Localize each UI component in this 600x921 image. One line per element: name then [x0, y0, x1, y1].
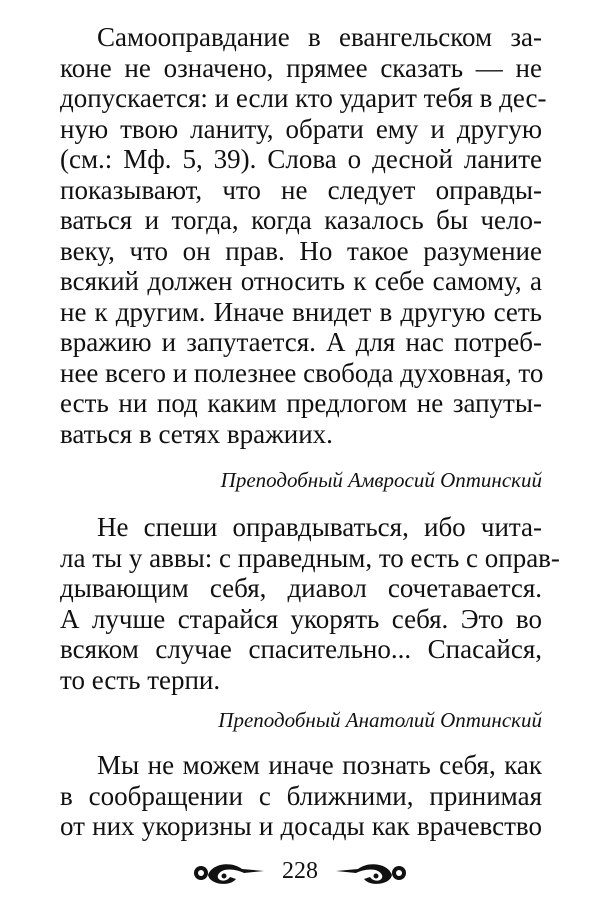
text-line: ла ты у аввы: с праведным, то есть с оправ-: [60, 542, 560, 573]
paragraph-3: [60, 750, 542, 842]
text-line: вражию и запутается. А для нас потреб-: [60, 327, 542, 357]
page-number: 228: [282, 858, 318, 884]
text-line: веку, что он прав. Но такое разумение: [60, 235, 542, 266]
text-line: нее всего и полезнее свобода духовная, то: [60, 357, 544, 388]
left-ornament-icon: [192, 859, 272, 885]
text-line: ную твою ланиту, обрати ему и другую: [60, 113, 542, 144]
text-line: (см.: Мф. 5, 39). Слова о десной ланите: [60, 144, 542, 174]
text-line: Самооправдание в евангельском за-: [97, 22, 542, 52]
text-line: в сообращении с ближними, принимая: [60, 780, 542, 811]
text-line: Мы не можем иначе познать себя, как: [97, 750, 542, 780]
right-ornament-icon: [328, 859, 408, 885]
attribution-2: Преподобный Анатолий Оптинский: [218, 708, 542, 732]
text-line: то есть терпи.: [60, 664, 221, 695]
text-line: всяком случае спасительно... Спасайся,: [60, 634, 542, 664]
text-line: ваться и тогда, когда казалось бы чело-: [60, 205, 542, 235]
paragraph-1: [60, 22, 547, 449]
paragraph-2: [60, 512, 560, 695]
text-line: А лучше старайся укорять себя. Это во: [60, 603, 542, 634]
text-line: показывают, что не следует оправды-: [60, 174, 542, 205]
attribution-1: Преподобный Амвросий Оптинский: [220, 468, 542, 492]
text-line: от них укоризны и досады как врачевство: [60, 811, 542, 841]
page-footer: [0, 858, 600, 885]
text-line: дывающим себя, диавол сочетавается.: [60, 573, 542, 603]
text-line: есть ни под каким предлогом не запуты-: [60, 388, 542, 418]
text-line: Не спеши оправдываться, ибо чита-: [97, 512, 542, 542]
text-line: ваться в сетях вражиих.: [60, 418, 333, 449]
text-line: коне не означено, прямее сказать — не: [60, 52, 542, 83]
text-line: допускается: и если кто ударит тебя в дес-: [60, 83, 547, 113]
text-line: не к другим. Иначе внидет в другую сеть: [60, 296, 542, 327]
text-line: всякий должен относить к себе самому, а: [60, 266, 542, 296]
